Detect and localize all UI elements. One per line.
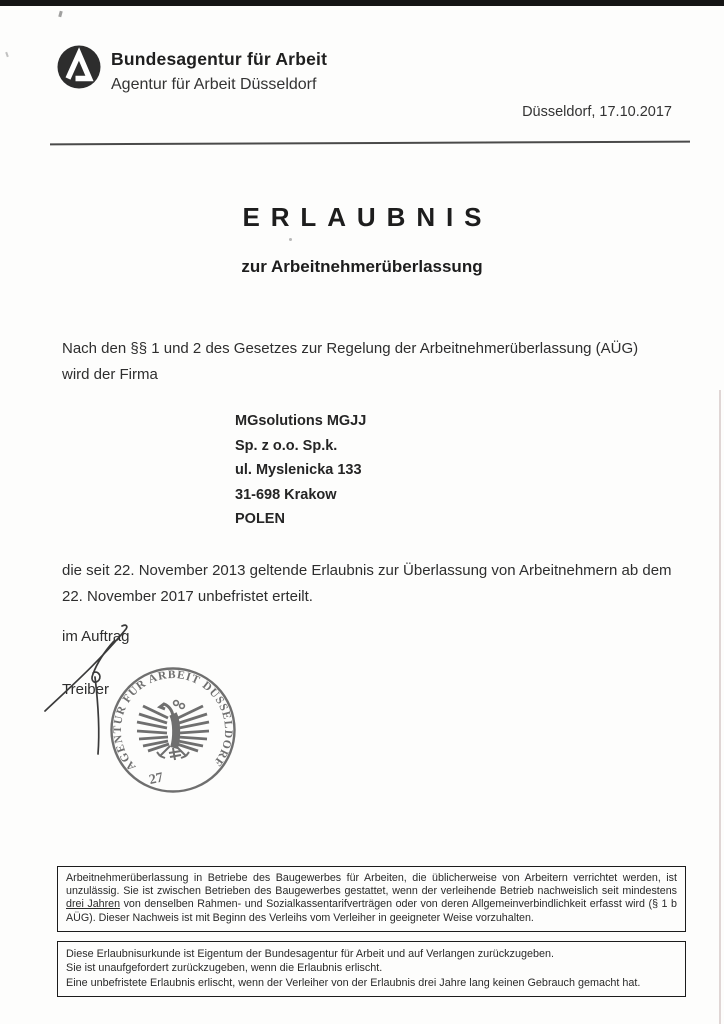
signer-name: Treiber — [62, 681, 109, 698]
building-trade-text-part2: von denselben Rahmen- und Sozialkassentarifverträgen oder von deren Allgemeinverbindlichkeit erfasst wird (§ 1 b AÜG). Dieser Nachweis ist mit Beginn des Verleihs vom Verleiher in geeigneter Weise vorzuhalten. — [66, 898, 677, 924]
scan-edge-line — [719, 390, 721, 1024]
return-notice-box — [57, 941, 686, 997]
company-country: POLEN — [235, 511, 285, 528]
official-seal-stamp — [107, 664, 239, 796]
intro-line-2: wird der Firma — [62, 366, 158, 383]
date-line: Düsseldorf, 17.10.2017 — [522, 104, 672, 120]
intro-line-1: Nach den §§ 1 und 2 des Gesetzes zur Regelung der Arbeitnehmerüberlassung (AÜG) — [62, 340, 639, 357]
intro-paragraph — [62, 336, 638, 388]
scan-speck — [5, 52, 9, 57]
stamp-ring-text: AGENTUR FÜR ARBEIT DÜSSELDORF — [111, 669, 235, 773]
return-notice-line-2: Sie ist unaufgefordert zurückzugeben, wenn die Erlaubnis erlischt. — [66, 962, 383, 975]
federal-eagle-icon — [137, 701, 209, 760]
company-city: 31-698 Krakow — [235, 486, 337, 503]
scan-speck — [289, 238, 292, 241]
building-trade-notice-box — [57, 866, 686, 932]
header-divider — [50, 141, 690, 146]
company-name: MGsolutions MGJJ — [235, 413, 367, 429]
grant-paragraph — [62, 558, 672, 610]
on-behalf-label: im Auftrag — [62, 628, 130, 645]
return-notice-line-3: Eine unbefristete Erlaubnis erlischt, wenn der Verleiher von der Erlaubnis drei Jahre lang keinen Gebrauch gemacht hat. — [66, 976, 641, 989]
grant-line-1: die seit 22. November 2013 geltende Erlaubnis zur Überlassung von Arbeitnehmern ab dem — [62, 562, 672, 579]
scan-speck — [58, 11, 62, 18]
company-street: ul. Myslenicka 133 — [235, 462, 362, 479]
stamp-number: 27 — [147, 770, 165, 789]
building-trade-text-part1: Arbeitnehmerüberlassung in Betriebe des Baugewerbes für Arbeiten, die üblicherweise von Arbeitern verrichtet werden, ist unzulässig. Sie ist zwischen Betrieben des Baugewerbes gestattet, wenn der verleihende Betrieb nachweislich seit mindestens — [66, 872, 677, 898]
office-name: Agentur für Arbeit Düsseldorf — [111, 76, 317, 93]
org-name: Bundesagentur für Arbeit — [111, 49, 328, 69]
grant-line-2: 22. November 2017 unbefristet erteilt. — [62, 588, 313, 605]
company-legal-form: Sp. z o.o. Sp.k. — [235, 437, 338, 454]
building-trade-underlined: drei Jahren — [66, 898, 121, 911]
return-notice-line-1: Diese Erlaubnisurkunde ist Eigentum der Bundesagentur für Arbeit und auf Verlangen zurückzugeben. — [66, 948, 554, 960]
scan-edge-bar — [0, 0, 724, 6]
bundesagentur-logo-icon — [56, 44, 102, 90]
document-subtitle: zur Arbeitnehmerüberlassung — [241, 257, 483, 276]
company-address-block — [235, 409, 366, 532]
document-title: ERLAUBNIS — [242, 202, 493, 232]
